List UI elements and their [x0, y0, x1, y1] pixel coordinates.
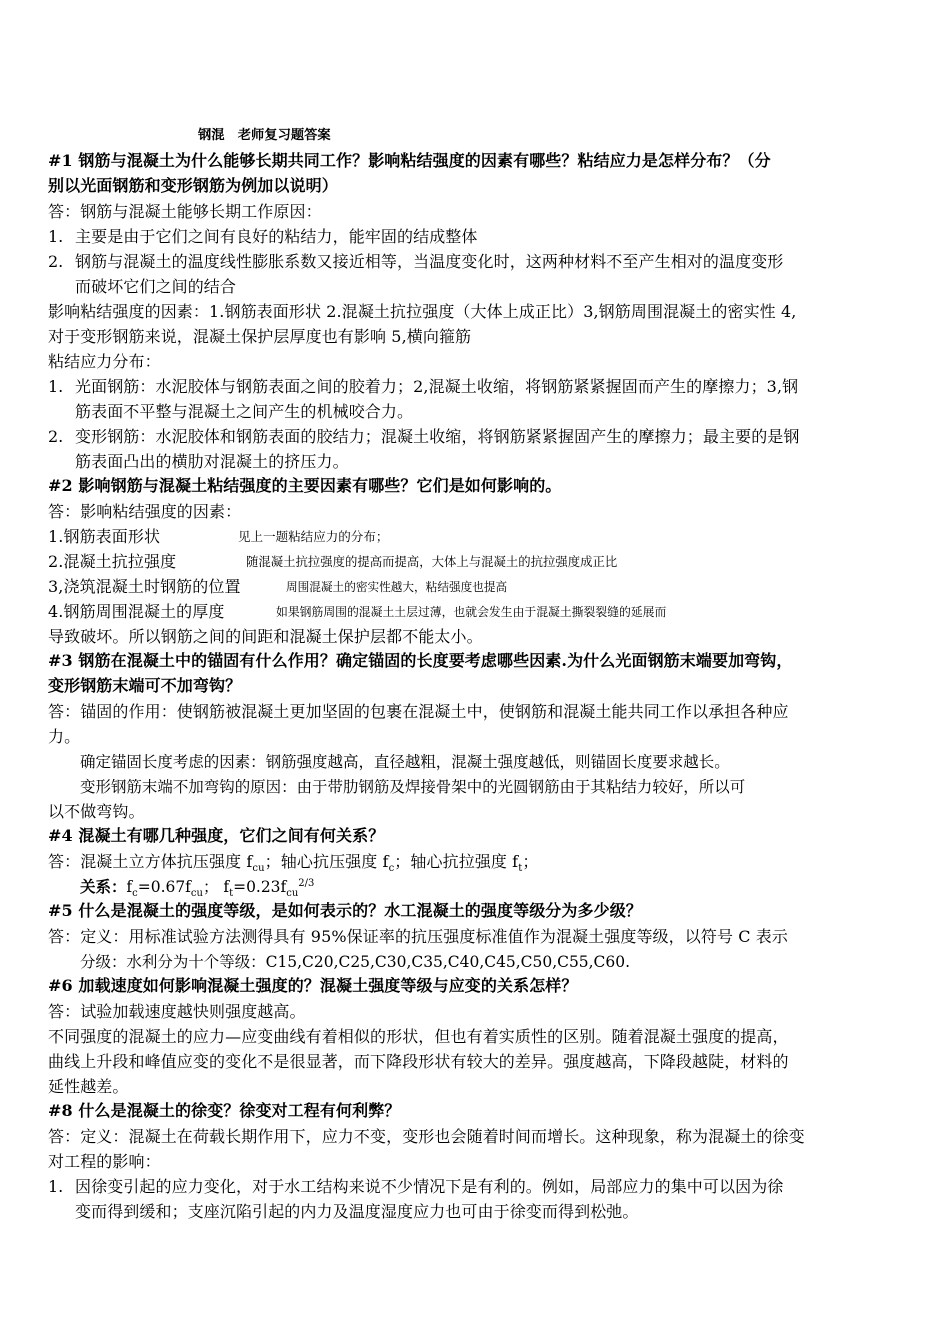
q4-relation — [80, 875, 940, 900]
q2-answer-intro: 答：影响粘结强度的因素： — [48, 502, 242, 521]
q4-answer-text3: ；轴心抗拉强度 f — [394, 852, 519, 871]
q2-factor4-label: 4.钢筋周围混凝土的厚度 — [48, 602, 225, 621]
q4-heading: #4 混凝土有哪几种强度，它们之间有何关系？ — [48, 826, 385, 845]
q1-item2-number: 2. — [48, 252, 64, 271]
q1-dist1-line1: 光面钢筋：水泥胶体与钢筋表面之间的胶着力；2,混凝土收缩，将钢筋紧紧握固而产生的摩擦力；3,钢 — [75, 377, 799, 396]
q4-rel-sub-cu2: cu — [286, 888, 299, 900]
q1-factors-line2: 对于变形钢筋来说，混凝土保护层厚度也有影响 5,横向箍筋 — [48, 327, 472, 346]
q4-answer — [48, 850, 908, 875]
q6-answer-line2: 不同强度的混凝土的应力—应变曲线有着相似的形状，但也有着实质性的区别。随着混凝土强度的提高， — [48, 1027, 789, 1046]
q6-answer-line3: 曲线上升段和峰值应变的变化不是很显著，而下降段形状有较大的差异。强度越高，下降段越陡，材料的 — [48, 1052, 789, 1071]
q2-heading: #2 影响钢筋与混凝土粘结强度的主要因素有哪些？它们是如何影响的。 — [48, 476, 562, 495]
q8-heading: #8 什么是混凝土的徐变？徐变对工程有何利弊？ — [48, 1101, 401, 1120]
q1-item1-text: 主要是由于它们之间有良好的粘结力，能牢固的结成整体 — [75, 227, 478, 246]
q4-sub-c: c — [388, 863, 395, 875]
q2-factor2-text: 随混凝土抗拉强度的提高而提高，大体上与混凝土的抗拉强度成正比 — [246, 554, 618, 569]
q1-dist2-number: 2. — [48, 427, 64, 446]
q5-answer-line1: 答：定义：用标准试验方法测得具有 95%保证率的抗压强度标准值作为混凝土强度等级，以符号 C 表示 — [48, 927, 788, 946]
q4-relation-label: 关系： — [80, 877, 127, 896]
document-title: 钢混 老师复习题答案 — [198, 128, 331, 143]
q8-answer-line1: 答：定义：混凝土在荷载长期作用下，应力不变，变形也会随着时间而增长。这种现象，称为混凝土的徐变 — [48, 1127, 805, 1146]
q3-answer-line2: 力。 — [48, 727, 81, 746]
q1-factors-line1: 影响粘结强度的因素：1.钢筋表面形状 2.混凝土抗拉强度（大体上成正比）3,钢筋周围混凝土的密实性 4, — [48, 302, 797, 321]
q1-item1-number: 1. — [48, 227, 64, 246]
q8-item1-number: 1. — [48, 1177, 64, 1196]
q2-factor4-text: 如果钢筋周围的混凝土土层过薄，也就会发生由于混凝土撕裂裂缝的延展而 — [276, 605, 667, 619]
q2-factor4-line2: 导致破坏。所以钢筋之间的间距和混凝土保护层都不能太小。 — [48, 627, 483, 646]
q4-rel-f1: f — [126, 878, 133, 896]
q4-answer-text2: ；轴心抗压强度 f — [264, 852, 389, 871]
q5-answer-line2: 分级：水利分为十个等级：C15,C20,C25,C30,C35,C40,C45,C50,C55,C60. — [80, 953, 630, 971]
q8-item1-line2: 变而得到缓和；支座沉陷引起的内力及温度湿度应力也可由于徐变而得到松弛。 — [75, 1202, 639, 1221]
q8-answer-line2: 对工程的影响： — [48, 1152, 161, 1171]
q4-rel-sub-cu1: cu — [190, 888, 203, 900]
q4-answer-end: ； — [522, 852, 539, 871]
q1-answer-intro: 答：钢筋与混凝土能够长期工作原因： — [48, 202, 322, 221]
q4-sub-t: t — [518, 863, 523, 875]
q1-heading-line2: 别以光面钢筋和变形钢筋为例加以说明） — [48, 176, 338, 195]
q4-rel-coef1: =0.67f — [137, 878, 191, 896]
q3-answer-line1: 答：锚固的作用：使钢筋被混凝土更加坚固的包裹在混凝土中，使钢筋和混凝土能共同工作以承担各种应 — [48, 702, 789, 721]
q3-heading-line1: #3 钢筋在混凝土中的锚固有什么作用？确定锚固的长度要考虑哪些因素.为什么光面钢筋末端要加弯钩， — [48, 651, 793, 670]
q2-factor3-label: 3,浇筑混凝土时钢筋的位置 — [48, 577, 241, 596]
q6-answer-line4: 延性越差。 — [48, 1077, 129, 1096]
q2-factor2-label: 2.混凝土抗拉强度 — [48, 552, 177, 571]
q1-heading-line1: #1 钢筋与混凝土为什么能够长期共同工作？影响粘结强度的因素有哪些？粘结应力是怎样分布？（分 — [48, 151, 771, 170]
q2-factor1-label: 1.钢筋表面形状 — [48, 527, 161, 546]
q1-dist2-line2: 筋表面凸出的横肋对混凝土的挤压力。 — [75, 452, 349, 471]
q6-heading: #6 加载速度如何影响混凝土强度的？混凝土强度等级与应变的关系怎样？ — [48, 976, 578, 995]
q1-item2-text-line1: 钢筋与混凝土的温度线性膨胀系数又接近相等，当温度变化时，这两种材料不至产生相对的温度变形 — [75, 252, 784, 271]
q6-answer-line1: 答：试验加载速度越快则强度越高。 — [48, 1002, 306, 1021]
q1-dist1-line2: 筋表面不平整与混凝土之间产生的机械咬合力。 — [75, 402, 414, 421]
q2-factor3-text: 周围混凝土的密实性越大，粘结强度也提高 — [286, 580, 508, 594]
q3-heading-line2: 变形钢筋末端可不加弯钩？ — [48, 676, 242, 695]
q4-sub-cu: cu — [252, 863, 265, 875]
q3-answer-line4: 变形钢筋末端不加弯钩的原因：由于带肋钢筋及焊接骨架中的光圆钢筋由于其粘结力较好，所以可 — [80, 778, 746, 796]
q2-factor1-text: 见上一题粘结应力的分布； — [238, 529, 389, 544]
q4-rel-sub-t: t — [229, 888, 234, 900]
q4-rel-sub-c: c — [132, 888, 138, 900]
q4-rel-f2: ； f — [202, 878, 230, 896]
q1-distribution-title: 粘结应力分布： — [48, 352, 161, 371]
q4-answer-text1: 答：混凝土立方体抗压强度 f — [48, 852, 253, 871]
q1-item2-text-line2: 而破坏它们之间的结合 — [75, 277, 237, 296]
q1-dist2-line1: 变形钢筋：水泥胶体和钢筋表面的胶结力；混凝土收缩，将钢筋紧紧握固产生的摩擦力；最主要的是钢 — [75, 427, 800, 446]
q4-rel-coef2: =0.23f — [233, 878, 287, 896]
q1-dist1-number: 1. — [48, 377, 64, 396]
q5-heading: #5 什么是混凝土的强度等级，是如何表示的？水工混凝土的强度等级分为多少级？ — [48, 901, 642, 920]
q3-answer-line3: 确定锚固长度考虑的因素：钢筋强度越高，直径越粗，混凝土强度越低，则锚固长度要求越长。 — [80, 753, 730, 771]
q3-answer-line5: 以不做弯钩。 — [48, 802, 145, 821]
q4-rel-exponent: 2/3 — [298, 877, 315, 889]
q8-item1-line1: 因徐变引起的应力变化，对于水工结构来说不少情况下是有利的。例如，局部应力的集中可以因为徐 — [75, 1177, 784, 1196]
